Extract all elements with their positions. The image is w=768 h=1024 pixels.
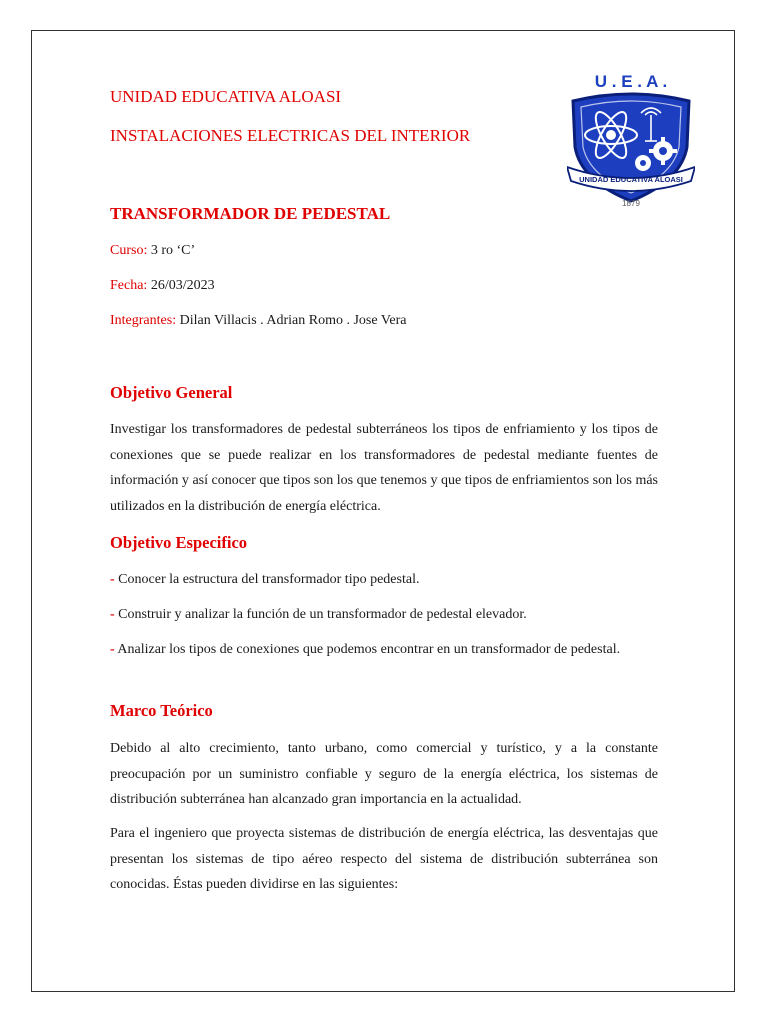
specific-item-3 [110, 637, 658, 663]
bullet-dash: - [110, 572, 115, 587]
date-value: 26/03/2023 [150, 278, 215, 293]
subject-name: INSTALACIONES ELECTRICAS DEL INTERIOR [110, 126, 471, 145]
document-title: TRANSFORMADOR DE PEDESTAL [110, 204, 391, 223]
theory-paragraph-1: Debido al alto crecimiento, tanto urbano, como comercial y turístico, y a la constante preocupación por un suministro confiable y seguro de la energía eléctrica, los sistemas de distribución subterránea han alcanzado gran importancia en la actualidad. [110, 741, 658, 807]
theory-heading: Marco Teórico [110, 701, 213, 720]
specific-objective-heading: Objetivo Especifico [110, 533, 248, 552]
theory-paragraph-2: Para el ingeniero que proyecta sistemas de distribución de energía eléctrica, las desventajas que presentan los sistemas de tipo aéreo respecto del sistema de distribución subterránea son conocidas. Éstas pueden dividirse en las siguientes: [110, 826, 658, 892]
school-name: UNIDAD EDUCATIVA ALOASI [110, 87, 342, 106]
document-page [31, 30, 735, 992]
school-logo [567, 69, 695, 209]
members-label: Integrantes: [110, 313, 177, 328]
date-label: Fecha: [110, 278, 148, 293]
specific-item-1 [110, 567, 658, 593]
members-value: Dilan Villacis . Adrian Romo . Jose Vera [179, 313, 407, 328]
specific-item-text: Construir y analizar la función de un transformador de pedestal elevador. [118, 607, 527, 622]
specific-item-text: Analizar los tipos de conexiones que podemos encontrar en un transformador de pedestal. [117, 642, 621, 657]
logo-year: 1879 [622, 199, 640, 208]
logo-ribbon-text: UNIDAD EDUCATIVA ALOASI [579, 175, 683, 184]
general-objective-heading: Objetivo General [110, 383, 233, 402]
date-line [110, 278, 215, 294]
logo-top-text: U . E . A . [594, 72, 668, 91]
general-objective-text: Investigar los transformadores de pedestal subterráneos los tipos de enfriamiento y los tipos de conexiones que se puede realizar en los transformadores de pedestal mediante fuentes de información y así conocer que tipos son los que tenemos y que tipos de enfriamientos son los más utilizados en la distribución de energía eléctrica. [110, 422, 658, 514]
course-label: Curso: [110, 243, 148, 258]
course-value: 3 ro ‘C’ [150, 243, 196, 258]
specific-item-2 [110, 602, 658, 628]
bullet-dash: - [110, 642, 115, 657]
bullet-dash: - [110, 607, 115, 622]
course-line [110, 243, 195, 259]
specific-item-text: Conocer la estructura del transformador tipo pedestal. [118, 572, 420, 587]
members-line [110, 313, 407, 329]
